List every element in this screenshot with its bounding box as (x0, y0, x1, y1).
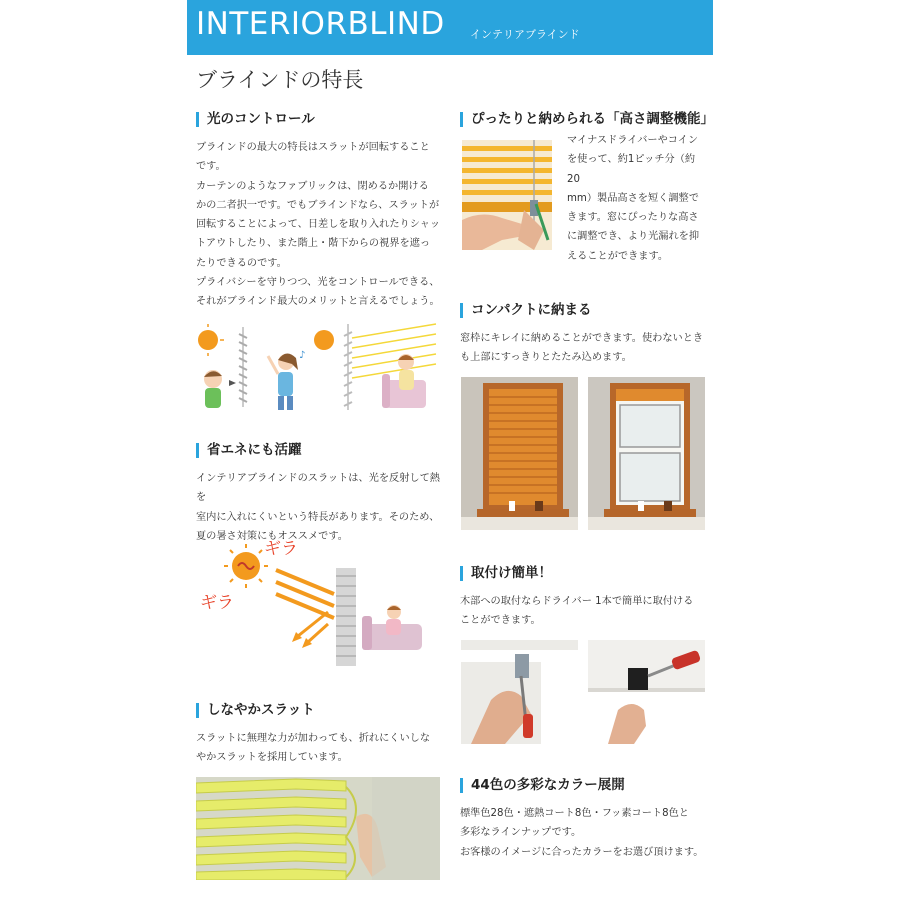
body-line: 木部への取付ならドライバー 1本で簡単に取付ける (460, 596, 694, 607)
section-light-control (196, 112, 446, 312)
body-line: トアウトしたり、また階上・階下からの視界を遮っ (196, 238, 431, 250)
section-body (460, 804, 710, 862)
body-line: それがブラインド最大のメリットと言えるでしょう。 (196, 296, 440, 308)
section-title: コンパクトに納まる (460, 303, 710, 318)
section-body (460, 592, 710, 631)
body-line: ことができます。 (460, 615, 541, 627)
section-body (567, 131, 707, 266)
section-body (196, 138, 446, 312)
page-title: ブラインドの特長 (196, 68, 364, 92)
body-line: 室内に入れにくいという特長があります。そのため、 (196, 511, 440, 523)
body-line: mm）製品高さを短く調整で (567, 192, 699, 204)
section-body (196, 729, 446, 768)
sun-icon (198, 330, 218, 350)
body-line: プライバシーを守りつつ、光をコントロールできる、 (196, 277, 440, 289)
section-title: ぴったりと納められる「高さ調整機能」 (460, 112, 710, 127)
light-control-illustration (196, 322, 440, 414)
section-height-adjust (460, 111, 714, 127)
body-line: も上部にすっきりとたたみ込めます。 (460, 352, 632, 364)
section-title: 光のコントロール (196, 112, 446, 127)
body-line: お客様のイメージに合ったカラーをお選び頂けます。 (460, 846, 704, 858)
install-bracket-photo-1 (461, 640, 578, 744)
section-energy (196, 443, 446, 546)
brand-title: INTERIORBLIND (196, 6, 445, 42)
section-body (460, 329, 710, 368)
body-line: を使って、約1ピッチ分（約20 (567, 154, 696, 185)
header-banner (187, 0, 713, 55)
body-line: です。 (196, 161, 226, 173)
section-compact (460, 303, 710, 368)
body-line: 多彩なラインナップです。 (460, 827, 582, 839)
install-bracket-photo-2 (588, 640, 705, 744)
body-line: インテリアブラインドのスラットは、光を反射して熱を (196, 473, 440, 504)
section-colors (460, 778, 710, 862)
section-height-body (567, 131, 707, 266)
window-blind-open-photo (588, 377, 705, 530)
slat-photo (196, 777, 440, 880)
section-slat (196, 703, 446, 768)
glare-text: ギラ (264, 539, 298, 559)
section-title: 省エネにも活躍 (196, 443, 446, 458)
sun-icon (314, 330, 334, 350)
svg-text:♪: ♪ (299, 350, 306, 361)
body-line: 回転することによって、日差しを取り入れたりシャッ (196, 219, 441, 231)
glare-text: ギラ (200, 593, 234, 613)
body-line: に調整でき、より光漏れを抑 (567, 231, 700, 243)
body-line: 標準色28色・遮熱コート8色・フッ素コート8色と (460, 808, 689, 819)
body-line: かの二者択一です。でもブラインドなら、スラットが (196, 199, 440, 211)
body-line: やかスラットを採用しています。 (196, 752, 348, 764)
section-title: 取付け簡単！ (460, 566, 710, 581)
body-line: マイナスドライバーやコイン (567, 135, 699, 146)
body-line: ブラインドの最大の特長はスラットが回転すること (196, 142, 430, 153)
height-adjust-photo (462, 140, 552, 250)
body-line: たりできるのです。 (196, 257, 287, 269)
energy-illustration (196, 532, 440, 666)
section-title: しなやかスラット (196, 703, 446, 718)
body-line: スラットに無理な力が加わっても、折れにくいしな (196, 733, 431, 744)
body-line: きます。窓にぴったりな高さ (567, 212, 699, 224)
brand-subtitle: インテリアブラインド (470, 28, 580, 41)
body-line: 夏の暑さ対策にもオススメです。 (196, 530, 348, 542)
body-line: カーテンのようなファブリックは、閉めるか開ける (196, 180, 429, 192)
section-title: 44色の多彩なカラー展開 (460, 778, 710, 793)
body-line: えることができます。 (567, 250, 669, 262)
section-install (460, 566, 710, 631)
window-blind-closed-photo (461, 377, 578, 530)
body-line: 窓枠にキレイに納めることができます。使わないとき (460, 333, 704, 344)
